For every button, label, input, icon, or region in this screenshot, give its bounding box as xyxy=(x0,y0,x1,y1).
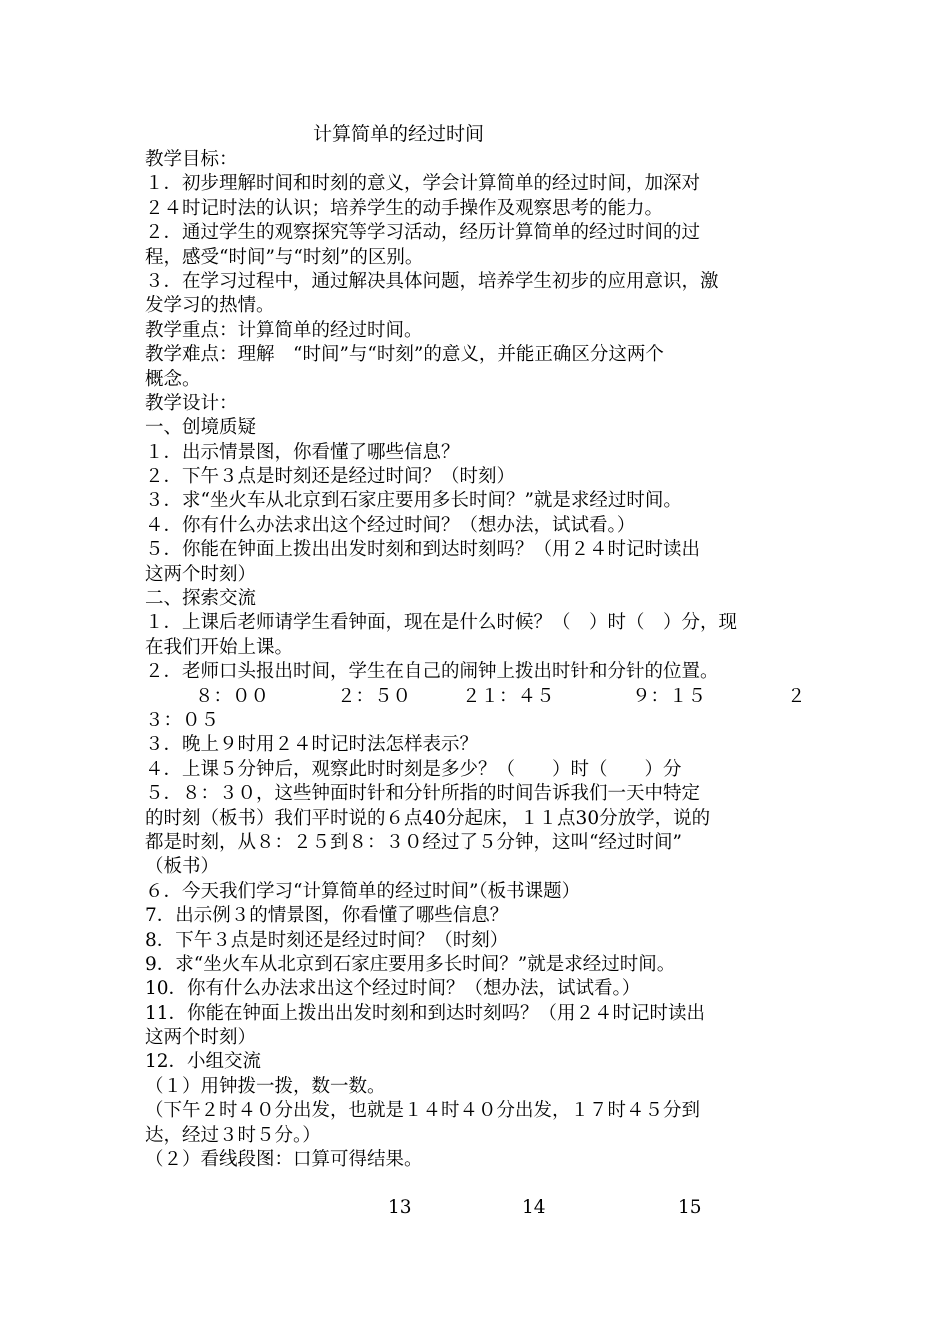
text-line: 在我们开始上课。 xyxy=(145,636,294,658)
text-line: 程，感受“时间”与“时刻”的区别。 xyxy=(145,246,424,268)
text-line: ３．晚上９时用２４时记时法怎样表示？ xyxy=(145,734,479,756)
text-line: ４．上课５分钟后，观察此时时刻是多少？（ ）时（ ）分 xyxy=(145,758,682,780)
text-line: （１）用钟拨一拨，数一数。 xyxy=(145,1075,386,1097)
text-line: 概念。 xyxy=(145,368,201,390)
text-line: 这两个时刻） xyxy=(145,1027,257,1049)
text-line: 发学习的热情。 xyxy=(145,295,275,317)
text-line: 这两个时刻） xyxy=(145,563,257,585)
clock-time: ２１：４５ xyxy=(462,685,555,707)
text-line: ２．通过学生的观察探究等学习活动，经历计算简单的经过时间的过 xyxy=(145,222,701,244)
clock-time: ８：００ xyxy=(195,685,270,707)
text-line: ２．下午３点是时刻还是经过时间？（时刻） xyxy=(145,466,516,488)
text-line: 教学重点：计算简单的经过时间。 xyxy=(145,319,423,341)
text-line: 10．你有什么办法求出这个经过时间？（想办法，试试看。） xyxy=(145,978,641,1000)
text-line: 12．小组交流 xyxy=(145,1051,262,1073)
text-line: １．出示情景图，你看懂了哪些信息？ xyxy=(145,441,460,463)
text-line: 8．下午３点是时刻还是经过时间？（时刻） xyxy=(145,929,509,951)
text-line: ６．今天我们学习“计算简单的经过时间”（板书课题） xyxy=(145,880,581,902)
text-line: ２．老师口头报出时间，学生在自己的闹钟上拨出时针和分针的位置。 xyxy=(145,661,719,683)
text-line: ４．你有什么办法求出这个经过时间？（想办法，试试看。） xyxy=(145,514,636,536)
text-line: ３：０５ xyxy=(145,709,220,731)
clock-time: ９：１５ xyxy=(632,685,707,707)
clock-time: ２：５０ xyxy=(337,685,412,707)
text-line: 7．出示例３的情景图，你看懂了哪些信息？ xyxy=(145,905,509,927)
text-line: （板书） xyxy=(145,856,220,878)
text-line: （下午２时４０分出发，也就是１４时４０分出发，１７时４５分到 xyxy=(145,1100,701,1122)
number-line-label: 14 xyxy=(522,1197,546,1218)
number-line-label: 15 xyxy=(678,1197,702,1218)
text-line: １．上课后老师请学生看钟面，现在是什么时候？（ ）时（ ）分，现 xyxy=(145,612,738,634)
document-title: 计算简单的经过时间 xyxy=(313,123,485,145)
text-line: 教学难点：理解 “时间”与“时刻”的意义，并能正确区分这两个 xyxy=(145,344,664,366)
clock-time: ２ xyxy=(787,685,806,707)
text-line: 教学目标： xyxy=(145,149,238,170)
text-line: 教学设计： xyxy=(145,392,238,414)
text-line: ３．求“坐火车从北京到石家庄要用多长时间？”就是求经过时间。 xyxy=(145,490,682,512)
text-line: ５．８：３０，这些钟面时针和分针所指的时间告诉我们一天中特定 xyxy=(145,783,701,805)
text-line: １．初步理解时间和时刻的意义，学会计算简单的经过时间，加深对 xyxy=(145,173,701,195)
text-line: ２４时记时法的认识；培养学生的动手操作及观察思考的能力。 xyxy=(145,197,664,219)
number-line-label: 13 xyxy=(388,1197,412,1218)
text-line: 一、创境质疑 xyxy=(145,417,257,439)
text-line: ５．你能在钟面上拨出出发时刻和到达时刻吗？（用２４时记时读出 xyxy=(145,539,701,561)
text-line: 9．求“坐火车从北京到石家庄要用多长时间？”就是求经过时间。 xyxy=(145,953,676,975)
text-line: 11．你能在钟面上拨出出发时刻和到达时刻吗？（用２４时记时读出 xyxy=(145,1002,706,1024)
clock-times-row xyxy=(145,685,810,709)
text-line: （２）看线段图：口算可得结果。 xyxy=(145,1149,423,1171)
text-line: 二、探索交流 xyxy=(145,588,257,610)
text-line: 都是时刻，从８：２５到８：３０经过了５分钟，这叫“经过时间” xyxy=(145,831,682,853)
text-line: ３．在学习过程中，通过解决具体问题，培养学生初步的应用意识，激 xyxy=(145,270,719,292)
document-body xyxy=(145,148,810,1172)
text-line: 的时刻（板书）我们平时说的６点40分起床，１１点30分放学，说的 xyxy=(145,807,711,829)
text-line: 达，经过３时５分。） xyxy=(145,1124,321,1146)
